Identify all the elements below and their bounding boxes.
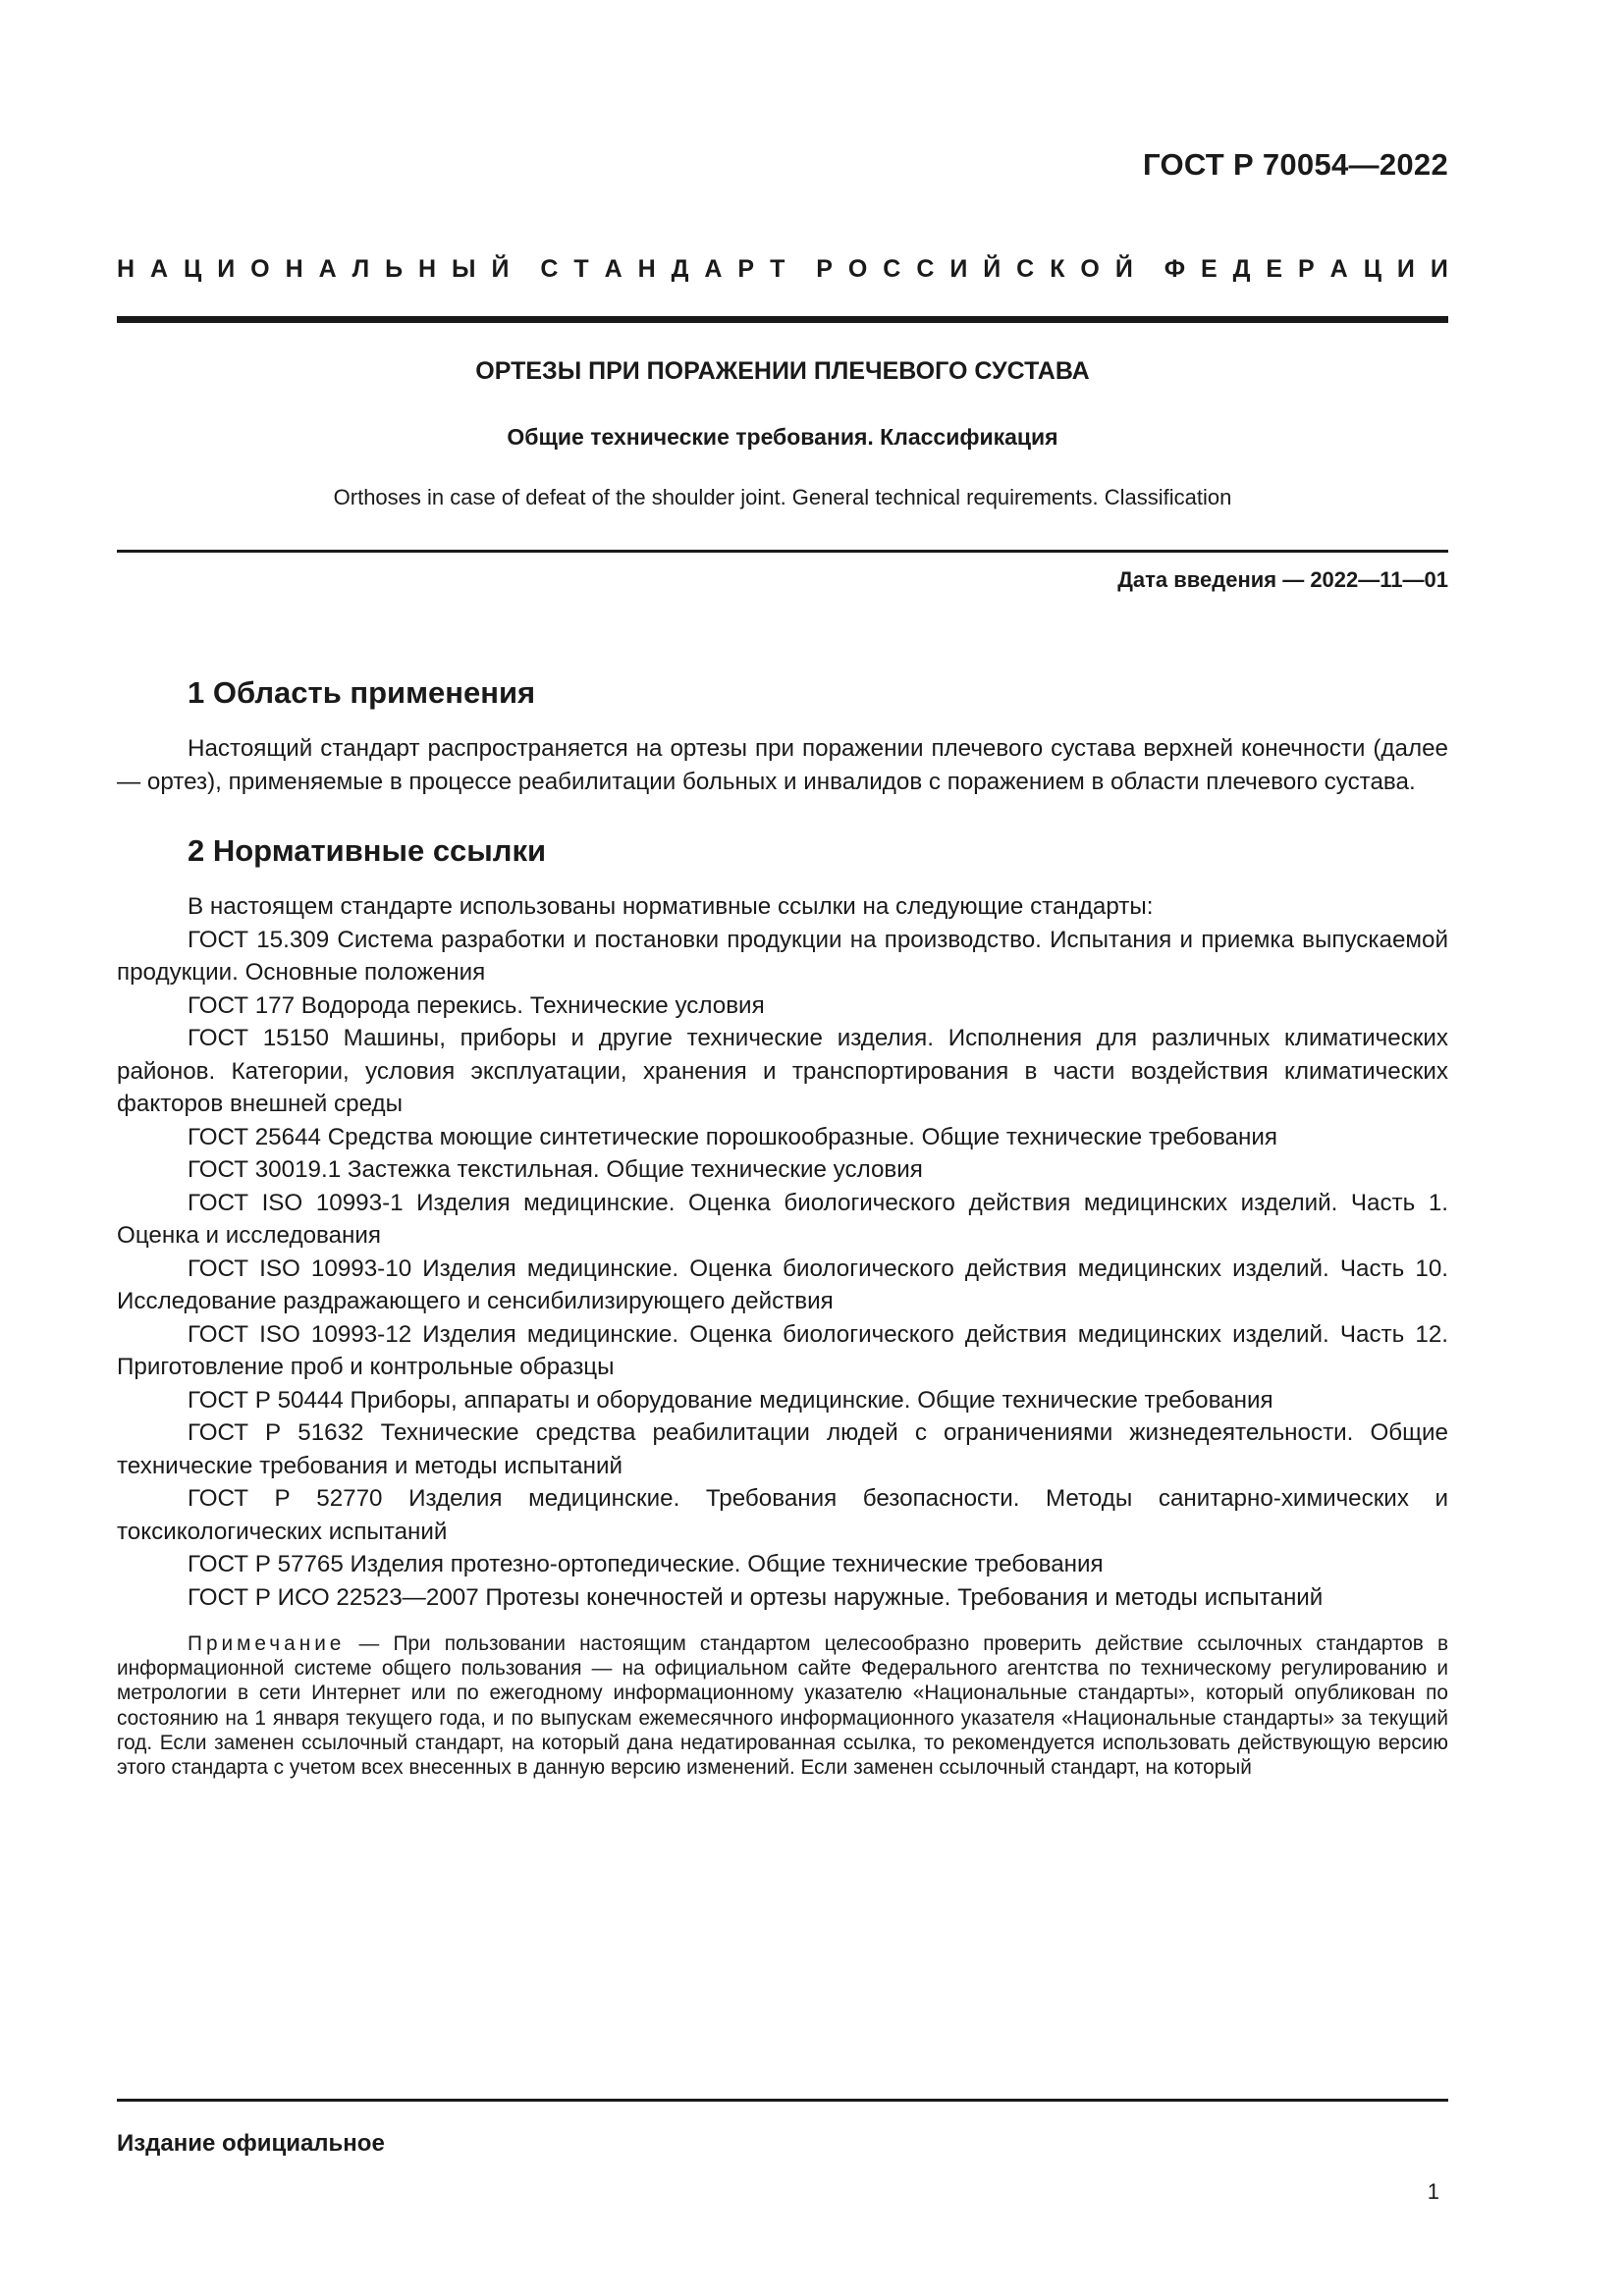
note-text: — При пользовании настоящим стандартом целесообразно проверить действие ссылочных стандартов в информационной системе общего пользования — на официальном сайте Федерального агентства по техническому регулированию и метрологии в сети Интернет или по ежегодному информационному указателю «Национальные стандарты», который опубликован по состоянию на 1 января текущего года, и по выпускам ежемесячного информационного указателя «Национальные стандарты» за текущий год. Если заменен ссылочный стандарт, на который дана недатированная ссылка, то рекомендуется использовать действующую версию этого стандарта с учетом всех внесенных в данную версию изменений. Если заменен ссылочный стандарт, на который xyxy=(117,1632,1448,1780)
banner-letter: Е xyxy=(1266,255,1283,283)
document-title: ОРТЕЗЫ ПРИ ПОРАЖЕНИИ ПЛЕЧЕВОГО СУСТАВА xyxy=(475,357,1090,385)
banner-letter: И xyxy=(949,255,968,283)
title-divider xyxy=(117,550,1448,553)
banner-letter: Ц xyxy=(184,255,202,283)
banner-letter: С xyxy=(916,255,935,283)
banner-letter: Й xyxy=(491,255,510,283)
document-subtitle: Общие технические требования. Классификация xyxy=(507,424,1058,450)
references-note xyxy=(117,1631,1448,1780)
banner-letter: Н xyxy=(285,255,303,283)
introduction-date: Дата введения — 2022—11—01 xyxy=(1117,567,1448,592)
banner-letter: Д xyxy=(671,255,689,283)
references-intro: В настоящем стандарте использованы нормативные ссылки на следующие стандарты: xyxy=(188,893,1154,920)
reference-item: ГОСТ 15.309 Система разработки и постановки продукции на производство. Испытания и приемка выпускаемой продукции. Основные положения xyxy=(117,926,1448,986)
banner-letter: Т xyxy=(770,255,785,283)
reference-item: ГОСТ 177 Водорода перекись. Технические условия xyxy=(188,991,765,1019)
banner-letter: А xyxy=(318,255,337,283)
normative-references xyxy=(117,890,1448,1614)
reference-item: ГОСТ Р 50444 Приборы, аппараты и оборудование медицинские. Общие технические требования xyxy=(188,1386,1273,1414)
reference-item: ГОСТ ISO 10993-12 Изделия медицинские. Оценка биологического действия медицинских изделий. Часть 12. Приготовление проб и контрольные образцы xyxy=(117,1320,1448,1380)
reference-item: ГОСТ 30019.1 Застежка текстильная. Общие технические условия xyxy=(188,1156,923,1183)
banner-letter: А xyxy=(150,255,169,283)
reference-item: ГОСТ Р ИСО 22523—2007 Протезы конечностей и ортезы наружные. Требования и методы испытаний xyxy=(188,1583,1324,1611)
banner-letter: Л xyxy=(352,255,370,283)
banner-letter: А xyxy=(704,255,723,283)
banner-letter: И xyxy=(1430,255,1448,283)
banner-letter: Р xyxy=(1298,255,1315,283)
document-number: ГОСТ Р 70054—2022 xyxy=(1143,147,1448,182)
note-label: Примечание xyxy=(188,1632,346,1655)
footer-divider xyxy=(117,2099,1448,2102)
banner-letter: О xyxy=(847,255,868,283)
banner-letter: С xyxy=(1016,255,1035,283)
banner-letter: О xyxy=(250,255,270,283)
banner-letter: И xyxy=(1396,255,1415,283)
banner-letter: Д xyxy=(1232,255,1251,283)
banner-letter: Ф xyxy=(1164,255,1186,283)
banner-letter: Ы xyxy=(452,255,476,283)
header-divider-thick xyxy=(117,316,1448,323)
national-standard-banner xyxy=(117,255,1448,284)
reference-item: ГОСТ Р 51632 Технические средства реабилитации людей с ограничениями жизнедеятельности. Общие технические требования и методы испытаний xyxy=(117,1419,1448,1479)
official-edition-label: Издание официальное xyxy=(117,2130,385,2157)
reference-item: ГОСТ ISO 10993-1 Изделия медицинские. Оценка биологического действия медицинских изделий. Часть 1. Оценка и исследования xyxy=(117,1189,1448,1249)
reference-item: ГОСТ ISO 10993-10 Изделия медицинские. Оценка биологического действия медицинских изделий. Часть 10. Исследование раздражающего и сенсибилизирующего действия xyxy=(117,1255,1448,1314)
reference-item: ГОСТ Р 57765 Изделия протезно-ортопедические. Общие технические требования xyxy=(188,1551,1104,1577)
reference-item: ГОСТ Р 52770 Изделия медицинские. Требования безопасности. Методы санитарно-химических и токсикологических испытаний xyxy=(117,1485,1448,1545)
banner-letter: С xyxy=(883,255,901,283)
banner-letter: Р xyxy=(816,255,833,283)
banner-letter: Й xyxy=(983,255,1001,283)
page-number: 1 xyxy=(1427,2179,1439,2204)
banner-letter: Ь xyxy=(385,255,404,283)
document-body xyxy=(117,675,1448,1780)
banner-letter: А xyxy=(1329,255,1348,283)
banner-letter: А xyxy=(604,255,623,283)
english-title: Orthoses in case of defeat of the shoulder joint. General technical requirements. Classification xyxy=(333,485,1232,509)
banner-letter: Н xyxy=(418,255,437,283)
reference-item: ГОСТ 25644 Средства моющие синтетические порошкообразные. Общие технические требования xyxy=(188,1123,1277,1150)
banner-letter: С xyxy=(540,255,559,283)
section-2-heading: 2 Нормативные ссылки xyxy=(188,833,547,868)
banner-letter: Н xyxy=(637,255,656,283)
banner-letter: О xyxy=(1080,255,1100,283)
banner-letter: Н xyxy=(117,255,135,283)
banner-letter: Е xyxy=(1200,255,1218,283)
section-1-heading: 1 Область применения xyxy=(188,675,536,710)
banner-letter: Й xyxy=(1114,255,1133,283)
banner-letter: Т xyxy=(573,255,589,283)
section-1-text: Настоящий стандарт распространяется на ортезы при поражении плечевого сустава верхней конечности (далее — ортез), применяемые в процессе реабилитации больных и инвалидов с поражением в области плечевого сустава. xyxy=(117,735,1448,795)
banner-letter: Р xyxy=(737,255,755,283)
banner-letter: К xyxy=(1050,255,1065,283)
banner-letter: Ц xyxy=(1363,255,1381,283)
banner-letter: И xyxy=(217,255,236,283)
reference-item: ГОСТ 15150 Машины, приборы и другие технические изделия. Исполнения для различных климатических районов. Категории, условия эксплуатации, хранения и транспортирования в части воздействия климатических факторов внешней среды xyxy=(117,1025,1448,1117)
